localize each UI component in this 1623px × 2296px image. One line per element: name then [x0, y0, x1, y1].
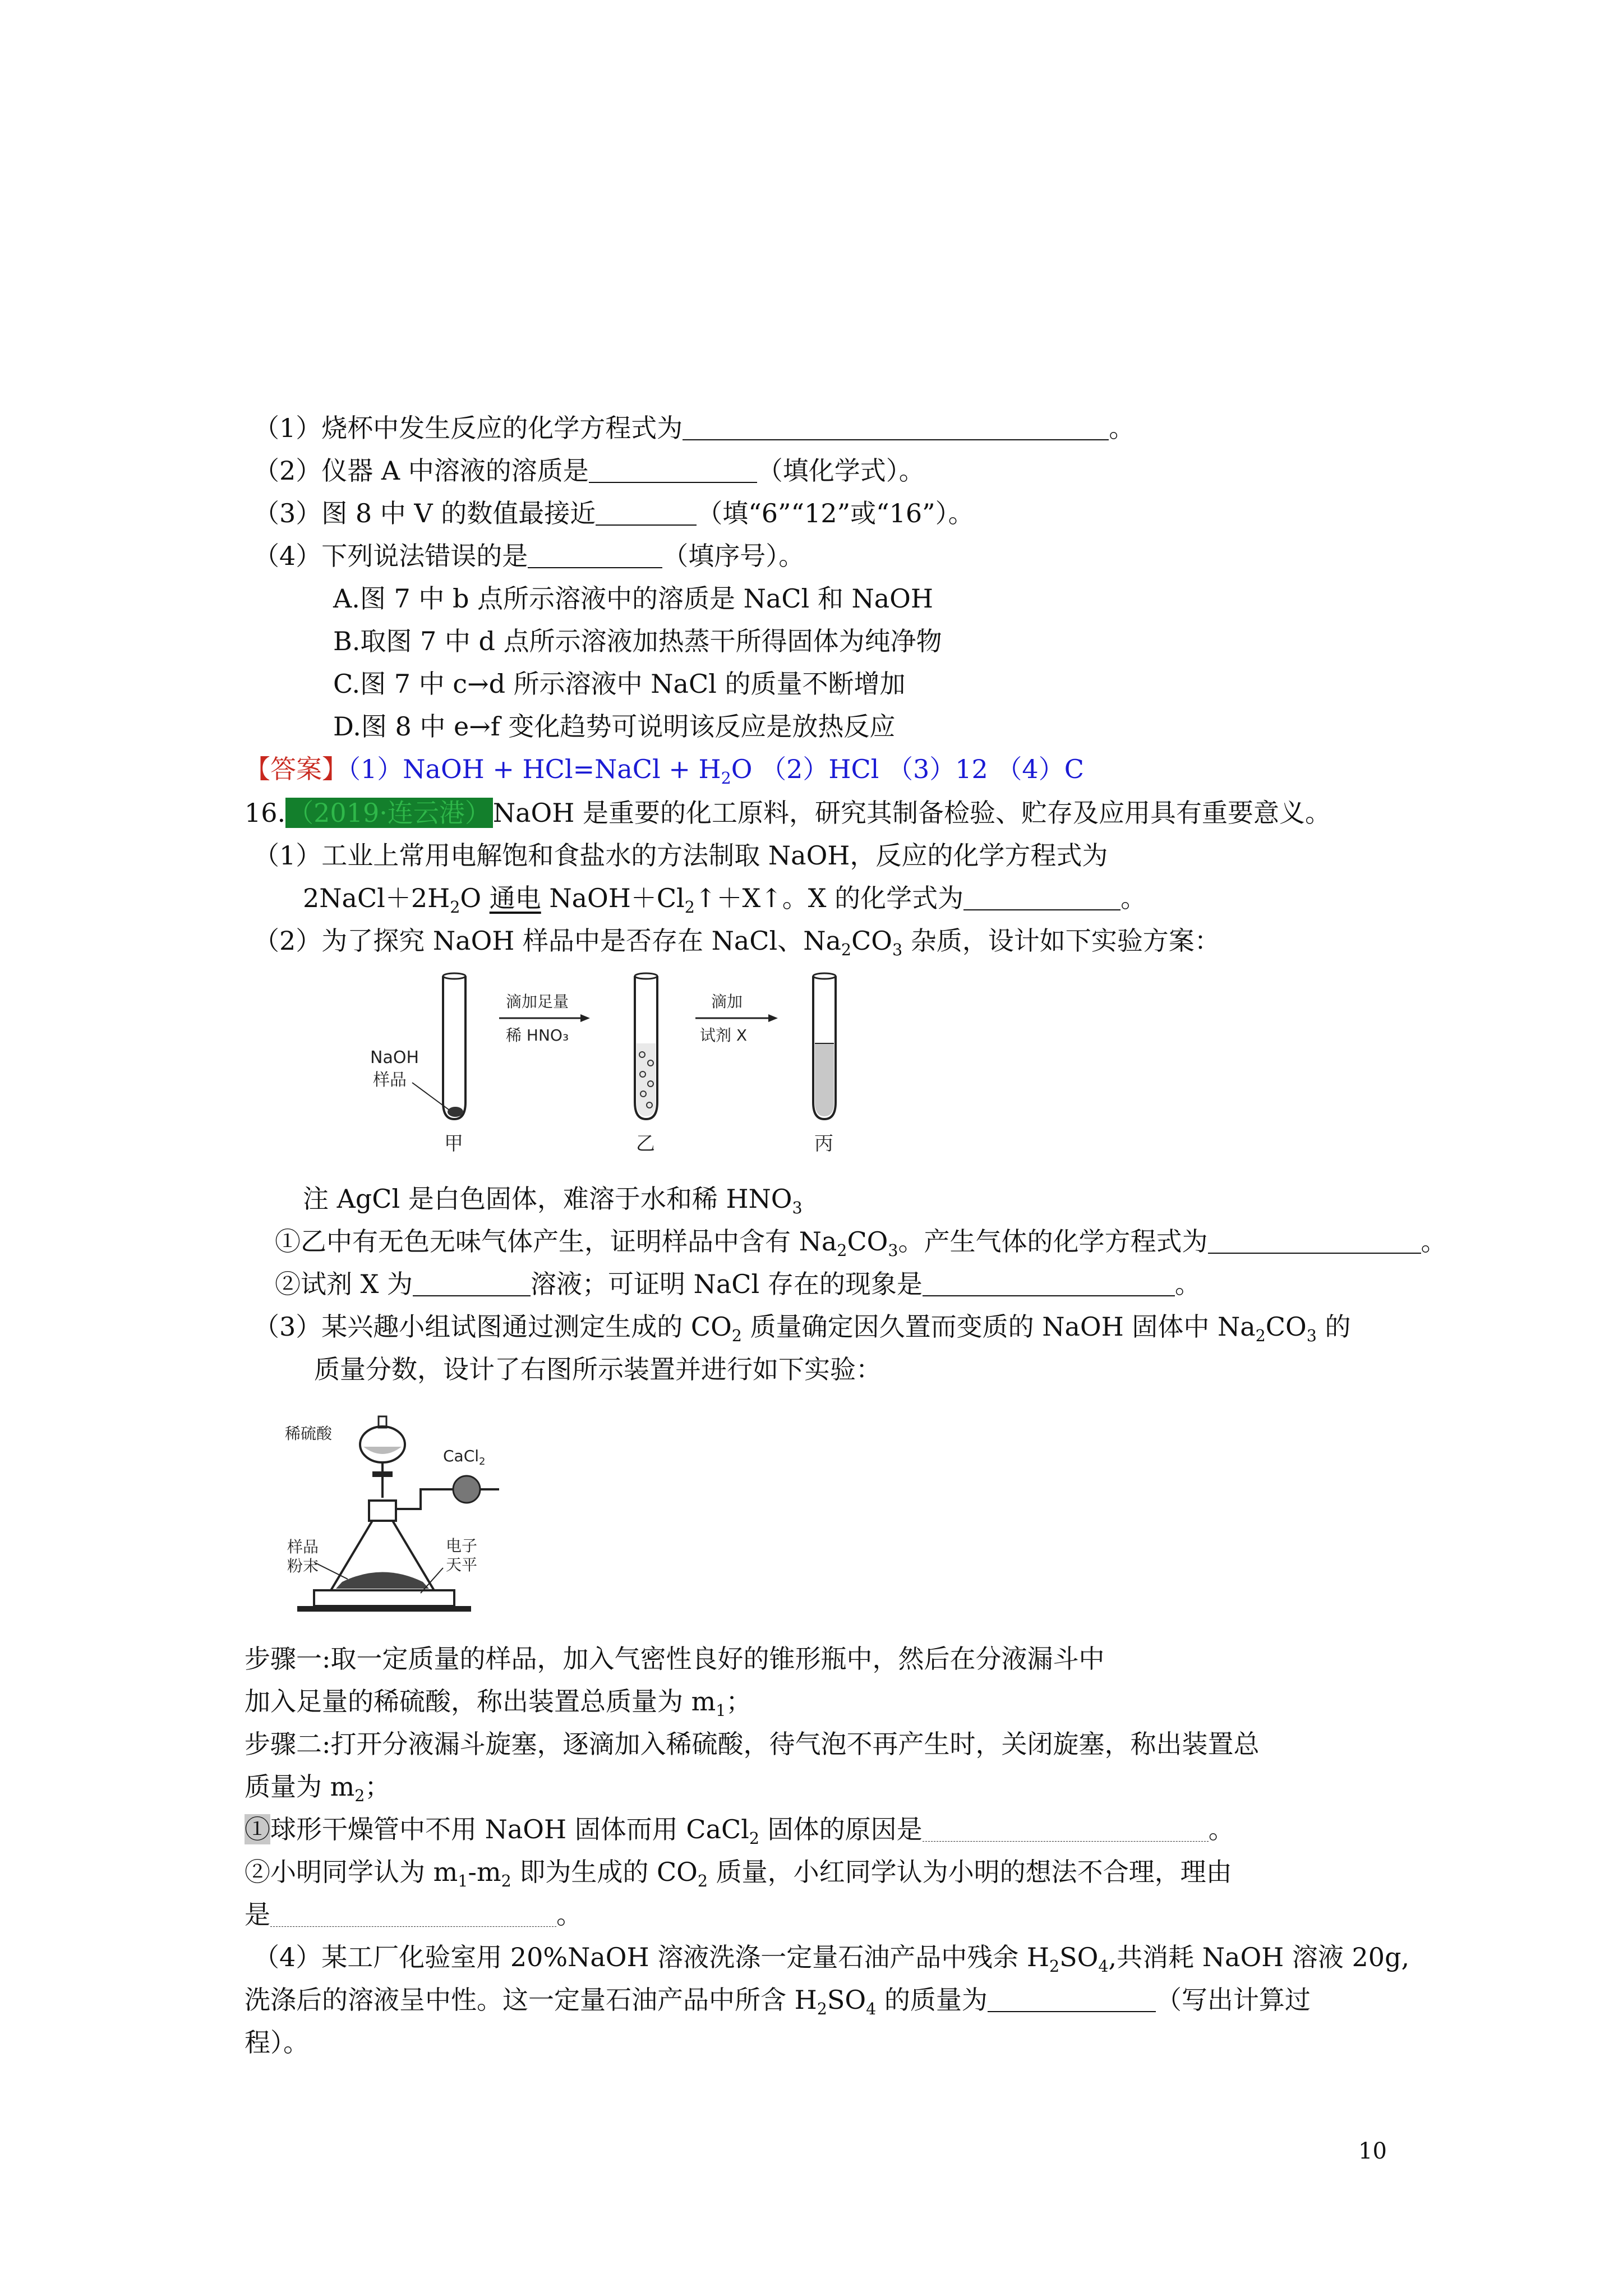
answer-blank[interactable]	[963, 884, 1121, 910]
answer-blank[interactable]	[270, 1901, 556, 1927]
q16-note: 注 AgCl 是白色固体，难溶于水和稀 $HNO_3$	[303, 1184, 803, 1218]
tube-label-yi: 乙	[636, 1133, 655, 1155]
q16-part4-line2: 洗涤后的溶液呈中性。这一定量石油产品中所含 $H_2SO_4$ 的质量为 （写出计算过	[245, 1985, 1311, 2019]
conical-flask	[331, 1501, 434, 1590]
q16-heading: 16.（2019·连云港）NaOH 是重要的化工原料，研究其制备检验、贮存及应用具有重要意义。	[245, 798, 1331, 828]
q15-part2: （2）仪器 A 中溶液的溶质是 （填化学式）。	[253, 455, 925, 486]
answer-blank[interactable]	[1208, 1227, 1421, 1254]
source-tag: （2019·连云港）	[285, 798, 493, 828]
sample-label-b: 粉末	[287, 1557, 319, 1575]
q15-option-d: D.图 8 中 e→f 变化趋势可说明该反应是放热反应	[333, 711, 896, 742]
tube-yi	[635, 973, 657, 1119]
question-number: 16.	[245, 798, 286, 828]
q16-part3-line2: 质量分数，设计了右图所示装置并进行如下实验：	[314, 1354, 882, 1384]
reaction-condition: 通电	[489, 883, 541, 913]
arrow1-top-label: 滴加足量	[506, 992, 569, 1011]
drying-tube	[396, 1476, 499, 1509]
q16-part2-q2: ②试剂 X 为 溶液；可证明 NaCl 存在的现象是 。	[275, 1269, 1201, 1299]
arrow2-bottom-label: 试剂 X	[700, 1026, 748, 1045]
q15-part4: （4）下列说法错误的是 （填序号）。	[253, 541, 805, 571]
q16-part3-q1: ①球形干燥管中不用 NaOH 固体而用 CaCl$_2$ 固体的原因是 。	[245, 1814, 1234, 1848]
acid-label: 稀硫酸	[285, 1424, 333, 1443]
q15-answer: 【答案】（1）NaOH + HCl=NaCl + $H_2O$ （2）HCl （3）12 （4）C	[245, 754, 1084, 788]
test-tube-figure	[359, 965, 864, 1156]
q16-part3: （3）某兴趣小组试图通过测定生成的 $CO_2$ 质量确定因久置而变质的 NaOH 固体中 $Na_2CO_3$ 的	[253, 1312, 1351, 1346]
sample-label-1: NaOH	[370, 1048, 419, 1068]
arrow2-top-label: 滴加	[711, 992, 743, 1011]
q16-part1: （1）工业上常用电解饱和食盐水的方法制取 NaOH，反应的化学方程式为	[253, 840, 1108, 871]
answer-blank[interactable]	[589, 456, 757, 483]
tube-bing	[813, 973, 836, 1119]
q16-equation: $2NaCl+2H_2O$ 通电 $NaOH+Cl_2↑+X↑$。X 的化学式为 。	[303, 883, 1147, 917]
sample-label-a: 样品	[287, 1538, 319, 1556]
separatory-funnel	[360, 1416, 405, 1498]
q16-step2: 步骤二:打开分液漏斗旋塞，逐滴加入稀硫酸，待气泡不再产生时，关闭旋塞，称出装置总	[245, 1729, 1260, 1759]
q16-part4-line3: 程）。	[245, 2027, 309, 2058]
q15-part1: （1）烧杯中发生反应的化学方程式为 。	[253, 413, 1135, 443]
answer-blank[interactable]	[413, 1269, 531, 1296]
answer-blank[interactable]	[923, 1269, 1175, 1296]
balance-label-b: 天平	[446, 1556, 478, 1574]
balance-label-a: 电子	[446, 1536, 478, 1555]
arrow-1	[499, 1014, 590, 1022]
q16-part3-q2: ②小明同学认为 $m_1-m_2$ 即为生成的 $CO_2$ 质量，小红同学认为小明的想法不合理，理由	[245, 1857, 1232, 1891]
tube-label-bing: 丙	[814, 1133, 833, 1155]
q16-part4: （4）某工厂化验室用 20%NaOH 溶液洗涤一定量石油产品中残余 $H_2SO_4$,共消耗 NaOH 溶液 20g,	[253, 1942, 1410, 1976]
arrow1-bottom-label: 稀 HNO₃	[506, 1026, 569, 1045]
answer-blank[interactable]	[596, 499, 697, 526]
q16-part2: （2）为了探究 NaOH 样品中是否存在 NaCl、$Na_2CO_3$ 杂质，设计如下实验方案：	[253, 926, 1220, 960]
drier-label: CaCl$_2$	[443, 1447, 486, 1467]
apparatus-figure	[252, 1400, 544, 1624]
arrow-2	[695, 1014, 778, 1022]
electronic-balance	[297, 1590, 471, 1612]
q16-step1: 步骤一:取一定质量的样品，加入气密性良好的锥形瓶中，然后在分液漏斗中	[245, 1644, 1105, 1674]
page-number: 10	[1358, 2138, 1387, 2164]
answer-blank[interactable]	[528, 541, 662, 568]
q15-option-a: A.图 7 中 b 点所示溶液中的溶质是 NaCl 和 NaOH	[333, 583, 933, 614]
q16-part3-q2-line2: 是 。	[245, 1899, 582, 1930]
sample-label-2: 样品	[373, 1070, 407, 1090]
tube-jia	[412, 973, 465, 1119]
q15-part3: （3）图 8 中 V 的数值最接近 （填“6”“12”或“16”）。	[253, 498, 974, 528]
tube-label-jia: 甲	[444, 1133, 463, 1155]
q16-step1-line2: 加入足量的稀硫酸，称出装置总质量为 $m_1$；	[245, 1686, 752, 1720]
q15-option-b: B.取图 7 中 d 点所示溶液加热蒸干所得固体为纯净物	[333, 626, 942, 656]
q16-step2-line2: 质量为 $m_2$；	[245, 1772, 391, 1806]
answer-blank[interactable]	[923, 1815, 1209, 1842]
q16-part2-q1: ①乙中有无色无味气体产生，证明样品中含有 $Na_2CO_3$。产生气体的化学方程式为 。	[275, 1226, 1447, 1260]
answer-blank[interactable]	[683, 413, 1109, 440]
answer-blank[interactable]	[988, 1985, 1156, 2012]
q15-option-c: C.图 7 中 c→d 所示溶液中 NaCl 的质量不断增加	[333, 669, 906, 699]
